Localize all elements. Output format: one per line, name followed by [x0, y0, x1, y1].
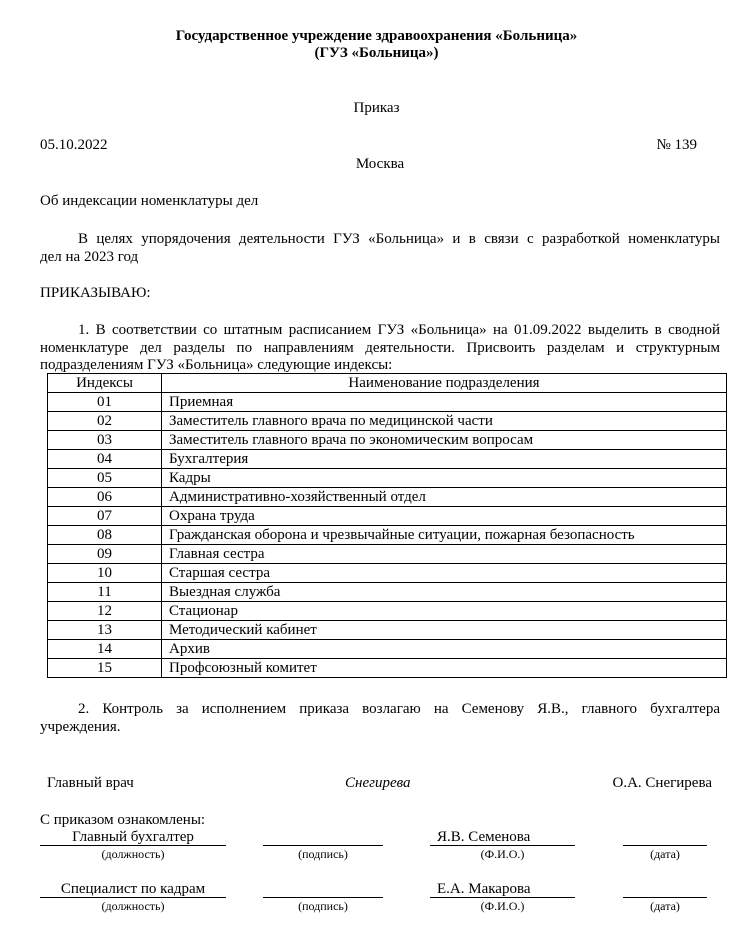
name-cell: Кадры — [162, 469, 727, 488]
index-table — [47, 373, 727, 678]
index-cell: 13 — [48, 621, 162, 640]
signature: Снегирева — [345, 775, 411, 791]
table-row — [48, 583, 727, 602]
caption-position: (должность) — [101, 847, 165, 861]
signature-line — [263, 845, 383, 846]
table-row — [48, 659, 727, 678]
name-cell: Выездная служба — [162, 583, 727, 602]
caption-name: (Ф.И.О.) — [480, 847, 525, 861]
table-row — [48, 526, 727, 545]
caption-position: (должность) — [101, 899, 165, 913]
item1-line-3: подразделениям ГУЗ «Больница» следующие индексы: — [40, 357, 393, 373]
item2-line-2: учреждения. — [40, 719, 121, 735]
preamble-line-1: В целях упорядочения деятельности ГУЗ «Больница» и в связи с разработкой номенклатуры — [78, 231, 720, 247]
name-cell: Заместитель главного врача по медицинской части — [162, 412, 727, 431]
name-cell: Главная сестра — [162, 545, 727, 564]
index-cell: 07 — [48, 507, 162, 526]
table-header-row — [48, 374, 727, 393]
table-header-index: Индексы — [48, 374, 162, 393]
table-row — [48, 488, 727, 507]
date-line — [623, 897, 707, 898]
org-short-name: (ГУЗ «Больница») — [314, 45, 439, 61]
name-cell: Бухгалтерия — [162, 450, 727, 469]
name-cell: Административно-хозяйственный отдел — [162, 488, 727, 507]
signer-position: Главный врач — [47, 775, 134, 791]
index-cell: 04 — [48, 450, 162, 469]
caption-signature: (подпись) — [298, 899, 348, 913]
doc-city: Москва — [355, 156, 405, 172]
index-cell: 14 — [48, 640, 162, 659]
index-cell: 06 — [48, 488, 162, 507]
caption-signature: (подпись) — [298, 847, 348, 861]
position-line — [40, 897, 226, 898]
table-header-name: Наименование подразделения — [162, 374, 727, 393]
index-cell: 01 — [48, 393, 162, 412]
index-cell: 09 — [48, 545, 162, 564]
name-cell: Стационар — [162, 602, 727, 621]
name-cell: Старшая сестра — [162, 564, 727, 583]
table-row — [48, 507, 727, 526]
ack-position-2: Специалист по кадрам — [60, 881, 206, 897]
ack-name-2: Е.А. Макарова — [437, 881, 531, 897]
doc-number: № 139 — [656, 137, 697, 153]
signature-line — [263, 897, 383, 898]
index-cell: 15 — [48, 659, 162, 678]
doc-type: Приказ — [353, 100, 400, 116]
name-cell: Методический кабинет — [162, 621, 727, 640]
index-cell: 12 — [48, 602, 162, 621]
index-cell: 05 — [48, 469, 162, 488]
name-line — [430, 897, 575, 898]
signer-name: О.А. Снегирева — [612, 775, 712, 791]
table-row — [48, 393, 727, 412]
index-cell: 08 — [48, 526, 162, 545]
name-line — [430, 845, 575, 846]
table-row — [48, 621, 727, 640]
index-cell: 10 — [48, 564, 162, 583]
item2-line-1: 2. Контроль за исполнением приказа возлагаю на Семенову Я.В., главного бухгалтера — [78, 701, 720, 717]
order-word: ПРИКАЗЫВАЮ: — [40, 285, 151, 301]
table-row — [48, 431, 727, 450]
ack-name-1: Я.В. Семенова — [437, 829, 531, 845]
name-cell: Заместитель главного врача по экономическим вопросам — [162, 431, 727, 450]
acknowledged-title: С приказом ознакомлены: — [40, 812, 206, 828]
table-row — [48, 564, 727, 583]
caption-date: (дата) — [650, 899, 680, 913]
doc-subject: Об индексации номенклатуры дел — [40, 193, 259, 209]
index-cell: 11 — [48, 583, 162, 602]
name-cell: Архив — [162, 640, 727, 659]
name-cell: Приемная — [162, 393, 727, 412]
table-row — [48, 412, 727, 431]
table-row — [48, 450, 727, 469]
index-cell: 02 — [48, 412, 162, 431]
caption-name: (Ф.И.О.) — [480, 899, 525, 913]
name-cell: Охрана труда — [162, 507, 727, 526]
caption-date: (дата) — [650, 847, 680, 861]
item1-line-2: номенклатуре дел разделы по направлениям деятельности. Присвоить разделам и структурным — [40, 340, 720, 356]
table-row — [48, 602, 727, 621]
position-line — [40, 845, 226, 846]
name-cell: Гражданская оборона и чрезвычайные ситуации, пожарная безопасность — [162, 526, 727, 545]
index-cell: 03 — [48, 431, 162, 450]
doc-date: 05.10.2022 — [40, 137, 108, 153]
table-row — [48, 469, 727, 488]
preamble-line-2: дел на 2023 год — [40, 249, 139, 265]
ack-position-1: Главный бухгалтер — [72, 829, 194, 845]
table-row — [48, 545, 727, 564]
org-name: Государственное учреждение здравоохранения «Больница» — [175, 28, 578, 44]
name-cell: Профсоюзный комитет — [162, 659, 727, 678]
table-row — [48, 640, 727, 659]
date-line — [623, 845, 707, 846]
item1-line-1: 1. В соответствии со штатным расписанием ГУЗ «Больница» на 01.09.2022 выделить в сводной — [78, 322, 720, 338]
